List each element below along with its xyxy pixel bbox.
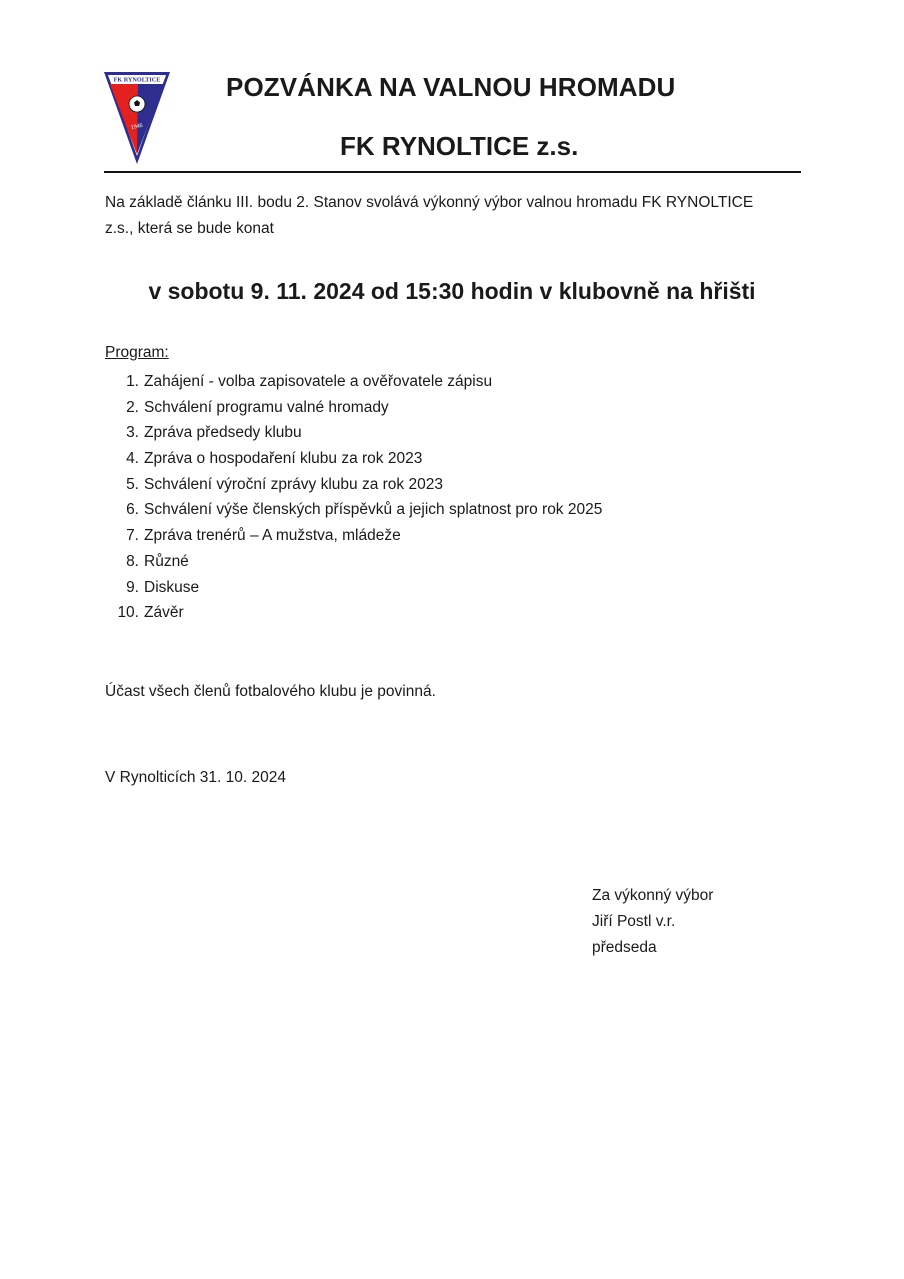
program-item-number: 1. bbox=[126, 373, 139, 390]
program-item-text: Schválení výše členských příspěvků a jejich splatnost pro rok 2025 bbox=[144, 501, 603, 519]
program-item-text: Schválení výroční zprávy klubu za rok 2023 bbox=[144, 475, 443, 493]
program-item-text: Zpráva o hospodaření klubu za rok 2023 bbox=[144, 450, 423, 468]
program-item bbox=[105, 395, 602, 421]
program-item-text: Různé bbox=[144, 552, 189, 570]
club-logo bbox=[104, 72, 170, 164]
program-item-text: Schválení programu valné hromady bbox=[144, 398, 389, 416]
attendance-note: Účast všech členů fotbalového klubu je povinná. bbox=[105, 683, 436, 700]
signature-line-1: Za výkonný výbor bbox=[592, 887, 714, 904]
document-title: POZVÁNKA NA VALNOU HROMADU bbox=[226, 72, 676, 102]
program-item bbox=[105, 369, 602, 395]
program-item-text: Diskuse bbox=[144, 578, 200, 596]
program-item bbox=[105, 549, 602, 575]
meeting-datetime: v sobotu 9. 11. 2024 od 15:30 hodin v klubovně na hřišti bbox=[148, 278, 756, 304]
signature-role: předseda bbox=[592, 939, 657, 956]
logo-club-text: FK RYNOLTICE bbox=[113, 76, 161, 84]
program-item-number: 10. bbox=[117, 604, 139, 622]
program-item-text: Zahájení - volba zapisovatele a ověřovatele zápisu bbox=[144, 373, 493, 390]
program-item-text: Zpráva trenérů – A mužstva, mládeže bbox=[144, 527, 401, 545]
program-item bbox=[105, 600, 602, 626]
program-item-number: 4. bbox=[126, 450, 139, 468]
program-item-number: 7. bbox=[126, 527, 139, 545]
program-item bbox=[105, 420, 602, 446]
program-item-text: Závěr bbox=[144, 604, 184, 622]
program-item bbox=[105, 446, 602, 472]
program-item-number: 9. bbox=[126, 578, 139, 596]
intro-paragraph bbox=[105, 190, 805, 242]
program-item-text: Zpráva předsedy klubu bbox=[144, 424, 302, 442]
signature-block bbox=[592, 883, 713, 961]
program-item-number: 5. bbox=[126, 475, 139, 493]
program-item bbox=[105, 523, 602, 549]
signature-name: Jiří Postl v.r. bbox=[592, 913, 676, 930]
program-item bbox=[105, 472, 602, 498]
program-item-number: 2. bbox=[126, 398, 139, 416]
club-name-title: FK RYNOLTICE z.s. bbox=[340, 131, 579, 161]
intro-line-2: z.s., která se bude konat bbox=[105, 220, 274, 237]
program-item bbox=[105, 575, 602, 601]
place-date: V Rynolticích 31. 10. 2024 bbox=[105, 769, 286, 786]
program-item-number: 6. bbox=[126, 501, 139, 519]
header-divider bbox=[104, 171, 801, 173]
intro-line-1: Na základě článku III. bodu 2. Stanov svolává výkonný výbor valnou hromadu FK RYNOLTICE bbox=[105, 194, 754, 211]
program-item-number: 8. bbox=[126, 552, 139, 570]
logo-year: 1946 bbox=[130, 122, 144, 132]
program-item-number: 3. bbox=[126, 424, 139, 442]
program-item bbox=[105, 497, 602, 523]
program-list bbox=[105, 369, 602, 626]
program-heading: Program: bbox=[105, 344, 169, 361]
